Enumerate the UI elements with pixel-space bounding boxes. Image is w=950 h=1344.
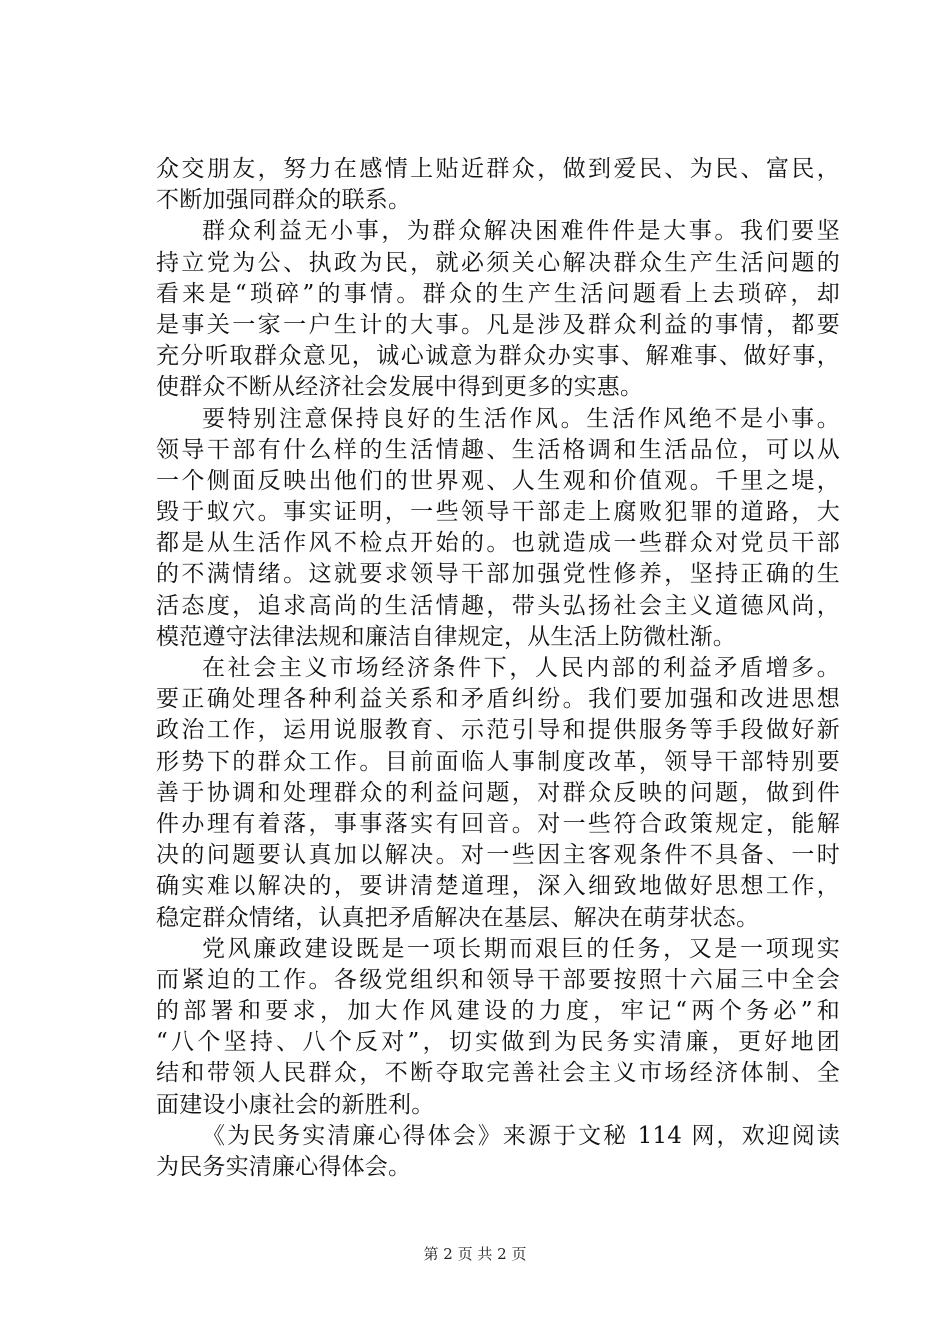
text-line: 充分听取群众意见，诚心诚意为群众办实事、解难事、做好事，	[156, 343, 840, 370]
text-line: 的部署和要求，加大作风建设的力度，牢记“两个务必”和	[156, 998, 840, 1025]
text-line: 众交朋友，努力在感情上贴近群众，做到爱民、为民、富民，	[156, 156, 840, 182]
text-line: 党风廉政建设既是一项长期而艰巨的任务，又是一项现实	[202, 935, 840, 962]
text-line: 一个侧面反映出他们的世界观、人生观和价值观。千里之堤，	[156, 467, 840, 494]
text-line: 毁于蚁穴。事实证明，一些领导干部走上腐败犯罪的道路，大	[156, 499, 840, 526]
text-line: 为民务实清廉心得体会。	[156, 1154, 412, 1180]
text-line: 件办理有着落，事事落实有回音。对一些符合政策规定，能解	[156, 810, 840, 837]
text-line: 使群众不断从经济社会发展中得到更多的实惠。	[156, 374, 644, 401]
text-line: 不断加强同群众的联系。	[156, 187, 412, 214]
text-line: 看来是“琐碎”的事情。群众的生产生活问题看上去琐碎，却	[156, 280, 840, 307]
text-line: 决的问题要认真加以解决。对一些因主客观条件不具备、一时	[156, 842, 840, 869]
document-body	[156, 154, 840, 1183]
text-line: 都是从生活作风不检点开始的。也就造成一些群众对党员干部	[156, 530, 840, 557]
text-line: 是事关一家一户生计的大事。凡是涉及群众利益的事情，都要	[156, 311, 840, 338]
text-line: 而紧迫的工作。各级党组织和领导干部要按照十六届三中全会	[156, 966, 840, 993]
text-line: 持立党为公、执政为民，就必须关心解决群众生产生活问题的	[156, 249, 840, 276]
text-line: 领导干部有什么样的生活情趣、生活格调和生活品位，可以从	[156, 436, 840, 463]
text-line: 要特别注意保持良好的生活作风。生活作风绝不是小事。	[202, 405, 840, 432]
text-line: 稳定群众情绪，认真把矛盾解决在基层、解决在萌芽状态。	[156, 904, 760, 931]
text-line: 形势下的群众工作。目前面临人事制度改革，领导干部特别要	[156, 748, 840, 775]
text-line: 活态度，追求高尚的生活情趣，带头弘扬社会主义道德风尚，	[156, 592, 840, 619]
text-line: 在社会主义市场经济条件下，人民内部的利益矛盾增多。	[202, 655, 840, 681]
text-line: 政治工作，运用说服教育、示范引导和提供服务等手段做好新	[156, 717, 840, 744]
text-line: 的不满情绪。这就要求领导干部加强党性修养，坚持正确的生	[156, 561, 840, 588]
text-line: 《为民务实清廉心得体会》来源于文秘 114 网，欢迎阅读	[202, 1122, 840, 1149]
text-line: 确实难以解决的，要讲清楚道理，深入细致地做好思想工作，	[156, 873, 840, 900]
page-footer: 第 2 页 共 2 页	[423, 1245, 527, 1263]
text-line: “八个坚持、八个反对”，切实做到为民务实清廉，更好地团	[156, 1029, 840, 1056]
text-line: 群众利益无小事，为群众解决困难件件是大事。我们要坚	[202, 218, 840, 245]
text-line: 模范遵守法律法规和廉洁自律规定，从生活上防微杜渐。	[156, 623, 736, 650]
text-line: 善于协调和处理群众的利益问题，对群众反映的问题，做到件	[156, 779, 840, 806]
text-line: 要正确处理各种利益关系和矛盾纠纷。我们要加强和改进思想	[156, 686, 840, 713]
text-line: 结和带领人民群众，不断夺取完善社会主义市场经济体制、全	[156, 1060, 840, 1087]
text-line: 面建设小康社会的新胜利。	[156, 1091, 435, 1118]
